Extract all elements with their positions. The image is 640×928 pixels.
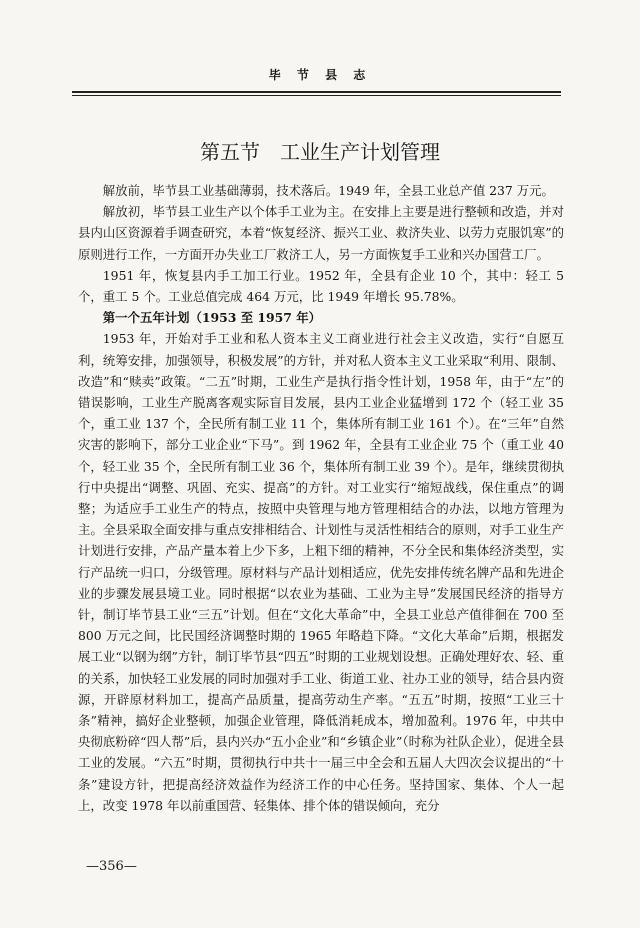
paragraph: 解放前，毕节县工业基础薄弱，技术落后。1949 年，全县工业总产值 237 万元。 <box>102 183 554 198</box>
header-rule-thin <box>72 95 561 96</box>
paragraph: 1951 年，恢复县内手工加工行业。1952 年，全县有企业 10 个，其中：轻工 5 个，重工 5 个。工业总值完成 464 万元，比 1949 年增长 95.78%。 <box>78 267 564 305</box>
paragraph: 解放初，毕节县工业生产以个体手工业为主。在安排上主要是进行整顿和改造，并对县内山区资源着手调查研究，本着“恢复经济、振兴工业、救济失业、以劳力克服饥寒”的原则进行工作，一方面开办失业工厂救济工人，另一方面恢复手工业和兴办国营工厂。 <box>78 204 564 262</box>
subheading: 第一个五年计划（1953 至 1957 年） <box>102 310 322 326</box>
paragraph: 1953 年，开始对手工业和私人资本主义工商业进行社会主义改造，实行“自愿互利，统筹安排，加强领导，积极发展”的方针，并对私人资本主义工业采取“利用、限制、改造”和“赎卖”政策。“二五”时期，工业生产是执行指令性计划，1958 年，由于“左”的错误影响，工业生产脱离客观实际盲目发展，县内工业企业猛增到 172 个（轻工业 35 个，重工业 137 个，全民所有制工业 11 个，集体所有制工业 161 个）。在“三年”自然灾害的影响下，部分工业企业“下马”。到 1962 年，全县有工业企业 75 个（重工业 40 个，轻工业 35 个，全民所有制工业 36 个，集体所有制工业 39 个）。是年，继续贯彻执行中央提出“调整、巩固、充实、提高”的方针。对工业实行“缩短战线，保住重点”的调整；为适应手工业生产的特点，按照中央管理与地方管理相结合的办法，以地方管理为主。全县采取全面安排与重点安排相结合、计划性与灵活性相结合的原则，对手工业生产计划进行安排，产品产量本着上少下多，上粗下细的精神，不分全民和集体经济类型，实行产品统一归口，分级管理。原材料与产品计划相适应，优先安排传统名牌产品和先进企业的步骤发展县境工业。同时根据“以农业为基础、工业为主导”发展国民经济的指导方针，制订毕节县工业“三五”计划。但在“文化大革命”中，全县工业总产值徘徊在 700 至 800 万元之间，比民国经济调整时期的 1965 年略趋下降。“文化大革命”后期，根据发展工业“以钢为纲”方针，制订毕节县“四五”时期的工业规划设想。正确处理好农、轻、重的关系，加快轻工业发展的同时加强对手工业、街道工业、社办工业的领导，结合县内资源，开辟原材料加工，提高产品质量，提高劳动生产率。“五五”时期，按照“工业三十条”精神，搞好企业整顿，加强企业管理，降低消耗成本，增加盈利。1976 年，中共中央彻底粉碎“四人帮”后，县内兴办“五小企业”和“乡镇企业”（时称为社队企业），促进全县工业的发展。“六五”时期，贯彻执行中共十一届三中全会和五届人大四次会议提出的“十条”建设方针，把提高经济效益作为经济工作的中心任务。坚持国家、集体、个人一起上，改变 1978 年以前重国营、轻集体、排个体的错误倾向，充分 <box>78 331 565 813</box>
header-rule-thick <box>72 91 561 93</box>
page-number: —356— <box>86 859 137 874</box>
running-header: 毕 节 县 志 <box>268 68 372 82</box>
section-title: 第五节 工业生产计划管理 <box>200 140 440 164</box>
body-text <box>78 180 564 816</box>
